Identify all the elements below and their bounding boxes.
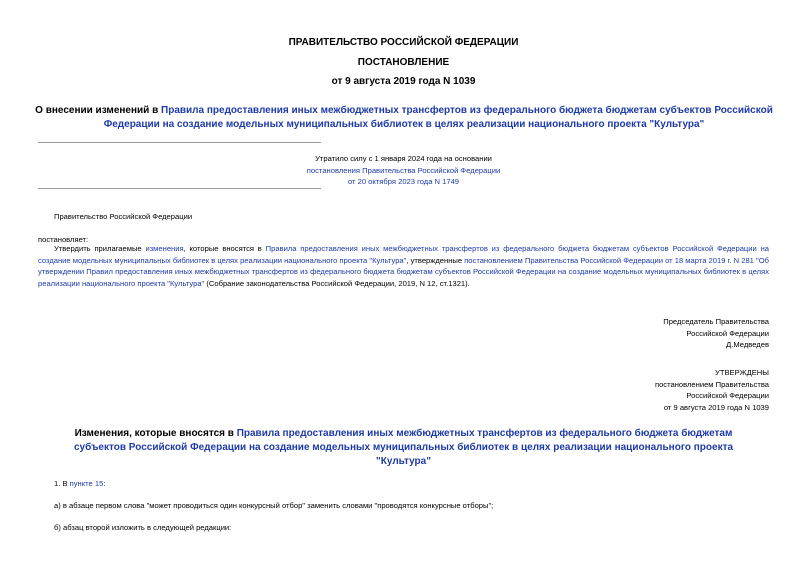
approved-line2: постановлением Правительства [654,379,769,389]
signature-name: Д.Медведев [726,340,769,349]
status-note-link-resolution[interactable]: постановления Правительства Российской Федерации [306,165,501,175]
government-header: ПРАВИТЕЛЬСТВО РОССИЙСКОЙ ФЕДЕРАЦИИ [288,37,519,48]
changes-title-prefix: Изменения, которые вносятся в [74,428,237,439]
status-note [250,153,557,188]
item-1 [54,478,105,490]
top-rule [38,142,321,143]
rules-link[interactable]: Правила предоставления иных межбюджетных трансфертов из федерального бюджета бюджетам субъектов Российской Федерации на создание модельных муниципальных библиотек в целях реализации национального проекта "Культура" [38,244,769,265]
changes-link[interactable]: изменения [145,244,184,253]
item-1-end: : [103,479,106,488]
p1-end: (Собрание законодательства Российской Федерации, 2019, N 12, ст.1321). [204,278,470,288]
point-15-link[interactable]: пункте 15 [69,479,104,488]
signature-block [560,316,769,351]
main-paragraph [38,243,769,289]
document-title [30,104,778,132]
bottom-rule [38,188,321,189]
item-1-prefix: 1. В [54,479,70,488]
approved-block [560,367,769,413]
document-type: ПОСТАНОВЛЕНИЕ [357,57,450,68]
approved-date: от 9 августа 2019 года N 1039 [663,402,769,412]
changes-title-rules-link[interactable]: Правила предоставления иных межбюджетных трансфертов из федерального бюджета бюджетам субъектов Российской Федерации на создание модельных муниципальных библиотек в целях реализации национального проекта "Культура" [73,428,734,467]
approved-label: УТВЕРЖДЕНЫ [715,368,769,377]
signature-org: Российской Федерации [686,328,769,338]
item-b: б) абзац второй изложить в следующей редакции: [54,523,232,532]
decides-label: постановляет: [38,235,89,244]
document-date-number: от 9 августа 2019 года N 1039 [331,76,476,87]
p1-start: Утвердить прилагаемые [54,244,146,253]
approved-line3: Российской Федерации [686,391,769,400]
title-prefix: О внесении изменений в [35,105,162,116]
status-note-line1: Утратило силу с 1 января 2024 года на основании [315,154,492,163]
signature-title: Председатель Правительства [663,317,769,326]
title-rules-link[interactable]: Правила предоставления иных межбюджетных трансфертов из федерального бюджета бюджетам субъектов Российской Федерации на создание модельных муниципальных библиотек в целях реализации национального проекта "Культура" [103,105,773,130]
resolution-281-link[interactable]: постановлением Правительства Российской Федерации от 18 марта 2019 г. N 281 "Об утверждении Правил предоставления иных межбюджетных трансфертов из федерального бюджета бюджетам субъектов Российской Федерации на создание модельных муниципальных библиотек в целях реализации национального проекта "Культура" [38,255,769,288]
changes-title [55,427,752,469]
p1-mid: , которые вносятся в [183,244,266,253]
item-a: а) в абзаце первом слова "может проводиться один конкурсный отбор" заменить словами "проводятся конкурсные отборы"; [54,501,494,510]
status-note-link-date[interactable]: от 20 октября 2023 года N 1749 [347,177,460,186]
p1-mid2: , утвержденные [406,255,465,265]
government-label: Правительство Российской Федерации [54,212,193,221]
